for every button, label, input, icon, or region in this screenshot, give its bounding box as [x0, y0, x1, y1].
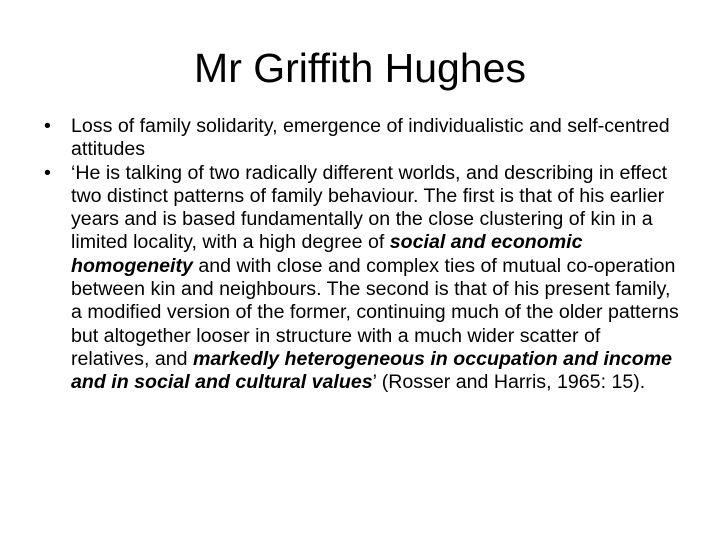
- bullet-marker: •: [44, 161, 51, 184]
- bullet-item-2: [44, 162, 684, 395]
- emphasis-heterogeneous: markedly heterogeneous in occupation and income and in social and cultural values: [71, 347, 673, 394]
- slide-title: Mr Griffith Hughes: [194, 45, 526, 91]
- quote-citation: ’ (Rosser and Harris, 1965: 15).: [372, 371, 646, 394]
- quote-text-part-1: ‘He is talking of two radically different worlds, and describing in effect two distinct patterns of family behaviour. The first is that of his earlier years and is based fundamentally on the close clustering of kin in a limited locality, with a high degree of: [71, 161, 668, 254]
- bullet-item-1: [44, 115, 684, 162]
- bullet-marker: •: [44, 115, 51, 137]
- bullet-text-1: Loss of family solidarity, emergence of individualistic and self-centred attitudes: [71, 115, 670, 161]
- emphasis-homogeneity: social and economic homogeneity: [71, 231, 583, 277]
- bullet-list: [44, 115, 684, 395]
- quote-text-part-2: and with close and complex ties of mutual co-operation between kin and neighbours. The second is that of his present family, a modified version of the former, continuing much of the older patterns but altogether looser in structure with a much wider scatter of relatives, and: [71, 254, 679, 370]
- bullet-text-2: [71, 162, 679, 394]
